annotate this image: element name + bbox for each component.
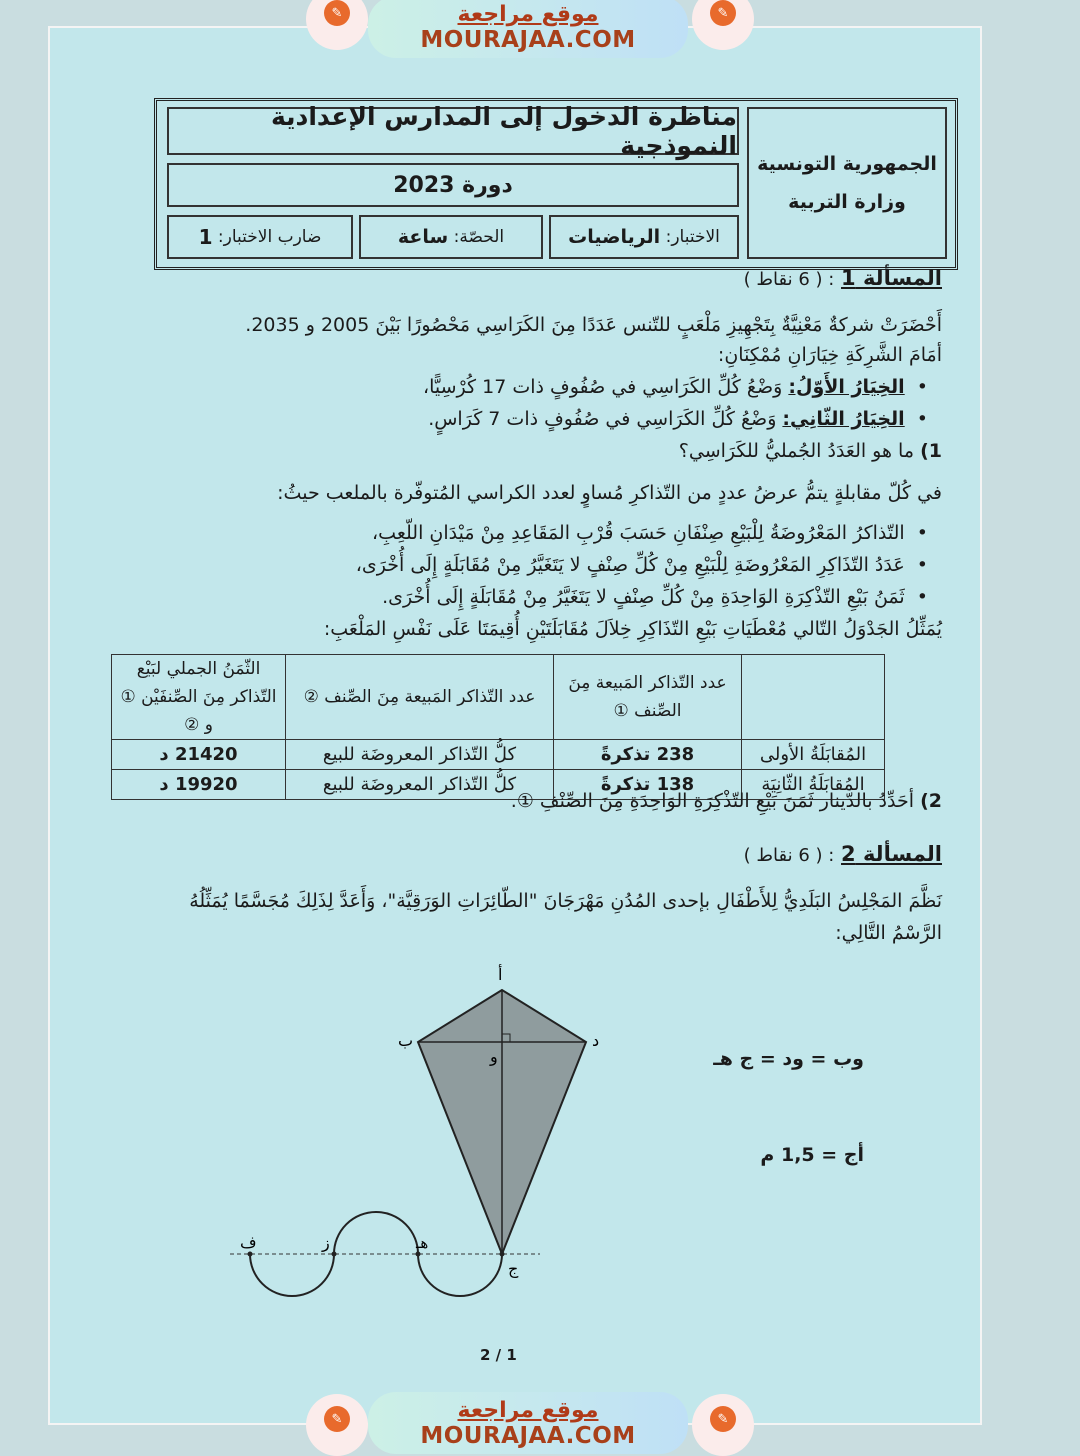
site-logo-icon[interactable]: ✎ [692, 1394, 754, 1456]
equation-1: وب = ود = ج هـ [713, 1048, 864, 1070]
problem2-title: المسألة 2 [841, 842, 942, 866]
problem1-points: : ( 6 نقاط ) [743, 269, 835, 290]
option1: • الخِيَارُ الأَوّلُ: وَضْعُ كُلِّ الكَرَاسِي في صُفُوفٍ ذات 17 كُرْسِيًّا، [422, 376, 928, 398]
subject: الرياضيات [568, 226, 661, 248]
bullet1-text: التّذاكرُ المَعْرُوضَةُ لِلْبَيْعِ صِنْفَانِ حَسَبَ قُرْبِ المَقَاعِدِ مِنْ مَيْدَانِ اللّعِبِ، [372, 522, 905, 544]
ministry-box [747, 107, 947, 259]
site-name-ar: موقع مراجعة [457, 2, 599, 27]
site-name-ar: موقع مراجعة [457, 1398, 599, 1423]
problem2-line1: نَظَّمَ المَجْلِسُ البَلَدِيُّ لِلأَطْفَالِ بإحدى المُدُنِ مَهْرَجَانَ "الطّائِرَاتِ الوَرَقِيَّة"، وَأَعَدَّ لِذَلِكَ مُجَسَّمًا يُمَثِّلُهُ [189, 890, 942, 912]
site-logo-icon[interactable]: ✎ [306, 0, 368, 50]
point-f [248, 1252, 253, 1257]
option1-text: وَضْعُ كُلِّ الكَرَاسِي في صُفُوفٍ ذات 17 كُرْسِيًّا، [422, 376, 783, 398]
table-header-row [112, 655, 885, 740]
page-number: 2 / 1 [480, 1346, 517, 1364]
table-header-cell: الثّمَنُ الجملي لبَيْع التّذاكر مِنَ الصِّنفَيْن ① و ② [112, 655, 286, 740]
table-cell: 19920 د [112, 770, 286, 800]
table-cell: 138 تذكرةً [554, 770, 742, 800]
table-cell: كلُّ التّذاكر المعروضَة للبيع [286, 770, 554, 800]
site-name-en: MOURAJAA.COM [420, 1423, 636, 1449]
table-intro: يُمَثِّلُ الجَدْوَلُ التّالي مُعْطَيَاتِ بَيْعِ التّذَاكِرِ خِلاَلَ مُقَابَلَتَيْنِ أُقِيمَتَا عَلَى نَفْسِ المَلْعَبِ: [323, 618, 942, 640]
country: الجمهورية التونسية [757, 153, 937, 175]
table-header-cell: عدد التّذاكر المَبيعة مِنَ الصِّنف ① [554, 655, 742, 740]
bullet3-text: ثَمَنُ بَيْعِ التّذْكِرَةِ الوَاحِدَةِ مِنْ كُلِّ صِنْفٍ لا يَتَغَيَّرُ مِنْ مُقَابَلَةٍ إِلَى أُخْرَى. [382, 586, 905, 608]
site-name-en: MOURAJAA.COM [420, 27, 636, 53]
site-logo-icon[interactable]: ✎ [306, 1394, 368, 1456]
table-cell: المُقابَلَةُ الثّانِيَة [742, 770, 885, 800]
table-cell: 21420 د [112, 740, 286, 770]
problem2-line2: الرَّسْمُ التَّالِي: [835, 922, 942, 944]
header-frame [154, 98, 958, 270]
options-intro: أمَامَ الشَّرِكَةِ خِيَارَانِ مُمْكِنَانِ: [717, 344, 942, 366]
problem1-heading [744, 266, 942, 290]
kite-figure [210, 958, 630, 1298]
coef: 1 [198, 225, 213, 249]
bullet2-text: عَدَدُ التّذَاكِرِ المَعْرُوضَةِ لِلْبَيْعِ مِنْ كُلِّ صِنْفٍ لا يَتَغَيَّرُ مِنْ مُقَابَلَةٍ إِلَى أُخْرَى، [355, 554, 905, 576]
question2 [511, 790, 942, 812]
coef-label: ضارب الاختبار: [217, 227, 322, 247]
question2-text: أحَدِّدُ بالدّينار ثَمَنَ بَيْعِ التّذْكِرَةِ الوَاحِدَةِ مِنَ الصِّنْفِ ①. [510, 790, 915, 812]
site-logo-icon[interactable]: ✎ [692, 0, 754, 50]
problem1-title: المسألة 1 [841, 266, 942, 290]
session: دورة 2023 [393, 172, 513, 198]
equation-2: أج = 1,5 م [760, 1144, 864, 1166]
duration: ساعة [397, 226, 449, 248]
option1-label: الخِيَارُ الأَوّلُ: [788, 376, 905, 398]
label-b: ب [398, 1031, 414, 1050]
problem2-points: : ( 6 نقاط ) [743, 845, 835, 866]
table-cell: المُقابَلَةُ الأولى [742, 740, 885, 770]
bullet3: • ثَمَنُ بَيْعِ التّذْكِرَةِ الوَاحِدَةِ مِنْ كُلِّ صِنْفٍ لا يَتَغَيَّرُ مِنْ مُقَابَلَةٍ إِلَى أُخْرَى. [382, 586, 928, 608]
coef-box [167, 215, 353, 259]
ministry: وزارة التربية [788, 191, 906, 213]
subject-box [549, 215, 739, 259]
exam-title: مناظرة الدخول إلى المدارس الإعدادية النموذجية [270, 102, 737, 160]
session-box [167, 163, 739, 207]
duration-label: الحصّة: [453, 227, 505, 247]
option2-text: وَضْعُ كُلِّ الكَرَاسِي في صُفُوفٍ ذات 7 كَرَاسٍ. [428, 408, 777, 430]
subject-label: الاختبار: [665, 227, 720, 247]
exam-title-box [167, 102, 739, 160]
question1-num: 1) [920, 440, 942, 462]
question1 [679, 440, 942, 462]
label-w: و [490, 1047, 498, 1066]
question2-num: 2) [920, 790, 942, 812]
problem2-heading [744, 842, 942, 866]
site-banner-top[interactable] [368, 0, 688, 58]
bullet2: • عَدَدُ التّذَاكِرِ المَعْرُوضَةِ لِلْبَيْعِ مِنْ كُلِّ صِنْفٍ لا يَتَغَيَّرُ مِنْ مُقَابَلَةٍ إِلَى أُخْرَى، [355, 554, 928, 576]
option2: • الخِيَارُ الثّانِي: وَضْعُ كُلِّ الكَرَاسِي في صُفُوفٍ ذات 7 كَرَاسٍ. [428, 408, 928, 430]
bullet1: • التّذاكرُ المَعْرُوضَةُ لِلْبَيْعِ صِنْفَانِ حَسَبَ قُرْبِ المَقَاعِدِ مِنْ مَيْدَانِ اللّعِبِ، [372, 522, 928, 544]
label-d: د [592, 1031, 600, 1050]
tickets-intro: في كُلّ مقابلةٍ يتمُّ عرضُ عددٍ من التّذاكرِ مُساوٍ لعدد الكراسي المُتوفّرة بالملعب حيثُ: [277, 482, 942, 504]
table-header-cell [742, 655, 885, 740]
label-f: ف [240, 1233, 257, 1252]
label-j: ج [508, 1259, 519, 1278]
exam-page [50, 28, 980, 1423]
table-header-cell: عدد التّذاكر المَبيعة مِنَ الصِّنف ② [286, 655, 554, 740]
point-j [500, 1252, 505, 1257]
label-a: أ [498, 965, 503, 984]
point-z [332, 1252, 337, 1257]
duration-box [359, 215, 543, 259]
question1-text: ما هو العَدَدُ الجُمليُّ للكَرَاسِي؟ [678, 440, 915, 462]
option2-label: الخِيَارُ الثّانِي: [782, 408, 905, 430]
label-z: ز [322, 1233, 330, 1252]
label-h: هـ [416, 1234, 429, 1252]
sales-table [111, 654, 885, 800]
site-banner-bottom[interactable] [368, 1392, 688, 1454]
table-cell: كلُّ التّذاكر المعروضَة للبيع [286, 740, 554, 770]
problem1-intro: أَحْضَرَتْ شركةٌ مَعْنِيَّةٌ بِتَجْهِيزِ مَلْعَبٍ للتّنس عَدَدًا مِنَ الكَرَاسِي مَحْصُورًا بَيْنَ 2005 و 2035. [245, 314, 942, 336]
table-cell: 238 تذكرةً [554, 740, 742, 770]
table-row [112, 740, 885, 770]
point-h [416, 1252, 421, 1257]
